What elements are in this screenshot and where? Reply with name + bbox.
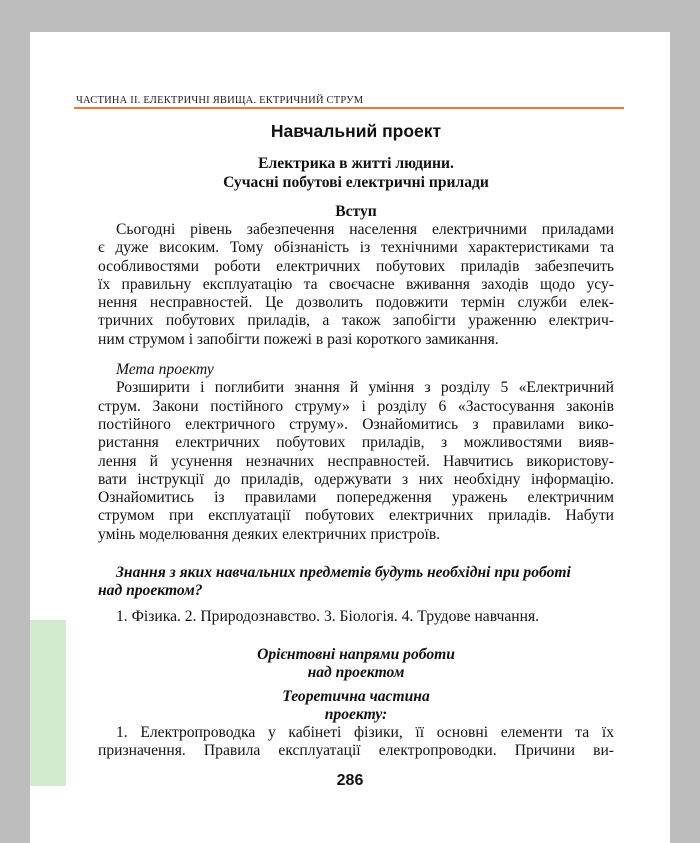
text-line: є дуже високим. Тому обізнаність із технічними характеристиками та <box>98 239 614 257</box>
text-line: нення несправностей. Це дозволить подовжити термін служби елек- <box>98 294 614 312</box>
intro-heading: Вступ <box>335 203 377 220</box>
text-line: струмом при експлуатації побутових електричних приладів. Набути <box>98 507 614 525</box>
text-line: лення й усунення незначних несправностей. Навчитись використову- <box>98 452 614 470</box>
subtitle-line: Сучасні побутові електричні прилади <box>223 174 489 191</box>
page-content <box>98 118 614 761</box>
directions-heading <box>98 646 614 682</box>
goal-paragraph <box>98 379 614 544</box>
question-line: над проектом? <box>98 582 203 600</box>
text-line: особливостями роботи електричних побутових приладів забезпечить <box>98 257 614 275</box>
text-line: постійного електричного струму». Ознайомитись з правилами вико- <box>98 415 614 433</box>
subjects-question <box>98 564 614 601</box>
project-subtitle <box>98 154 614 192</box>
text-line: Розширити і поглибити знання й уміння з розділу 5 «Електричний <box>116 379 614 397</box>
text-line: ристання електричних побутових приладів, з можливостями вияв- <box>98 434 614 452</box>
text-line: Сьогодні рівень забезпечення населення електричними приладами <box>116 221 614 238</box>
text-line: Ознайомитись із правилами попередження уражень електричним <box>98 489 614 507</box>
textbook-page <box>30 32 670 843</box>
page-number: 286 <box>336 772 364 789</box>
text-line: тричних побутових приладів, а також запобігти ураженню електрич- <box>98 312 614 330</box>
running-head: ЧАСТИНА ІІ. ЕЛЕКТРИЧНІ ЯВИЩА. ЕКТРИЧНИЙ СТРУМ <box>76 95 364 106</box>
text-line: умінь моделювання деяких електричних пристроїв. <box>98 525 441 543</box>
text-line: призначення. Правила експлуатації електропроводки. Причини ви- <box>98 742 614 760</box>
theory-line: проекту: <box>324 705 388 723</box>
subjects-list: 1. Фізика. 2. Природознавство. 3. Біологія. 4. Трудове навчання. <box>116 607 540 625</box>
header-rule <box>74 107 624 109</box>
intro-paragraph <box>98 221 614 349</box>
side-color-tab <box>30 620 66 786</box>
text-line: ним струмом і запобігти пожежі в разі короткого замикання. <box>98 330 499 348</box>
directions-line: над проектом <box>307 663 405 681</box>
text-line: вати інструкції до приладів, одержувати з них необхідну інформацію. <box>98 470 614 488</box>
text-line: їх правильну експлуатацію та своєчасне вживання заходів щодо усу- <box>98 275 614 293</box>
directions-line: Орієнтовні напрями роботи <box>257 645 455 663</box>
page-title: Навчальний проект <box>270 121 442 141</box>
text-line: струм. Закони постійного струму» і розділу 6 «Застосування законів <box>98 397 614 415</box>
text-line: 1. Електропроводка у кабінеті фізики, її основні елементи та їх <box>116 723 614 741</box>
item-1-paragraph <box>98 724 614 761</box>
question-line: Знання з яких навчальних предметів будуть необхідні при роботі <box>116 564 571 582</box>
theory-line: Теоретична частина <box>282 687 430 705</box>
goal-heading: Мета проекту <box>116 361 214 379</box>
subtitle-line: Електрика в житті людини. <box>258 155 454 172</box>
theory-heading <box>98 688 614 724</box>
